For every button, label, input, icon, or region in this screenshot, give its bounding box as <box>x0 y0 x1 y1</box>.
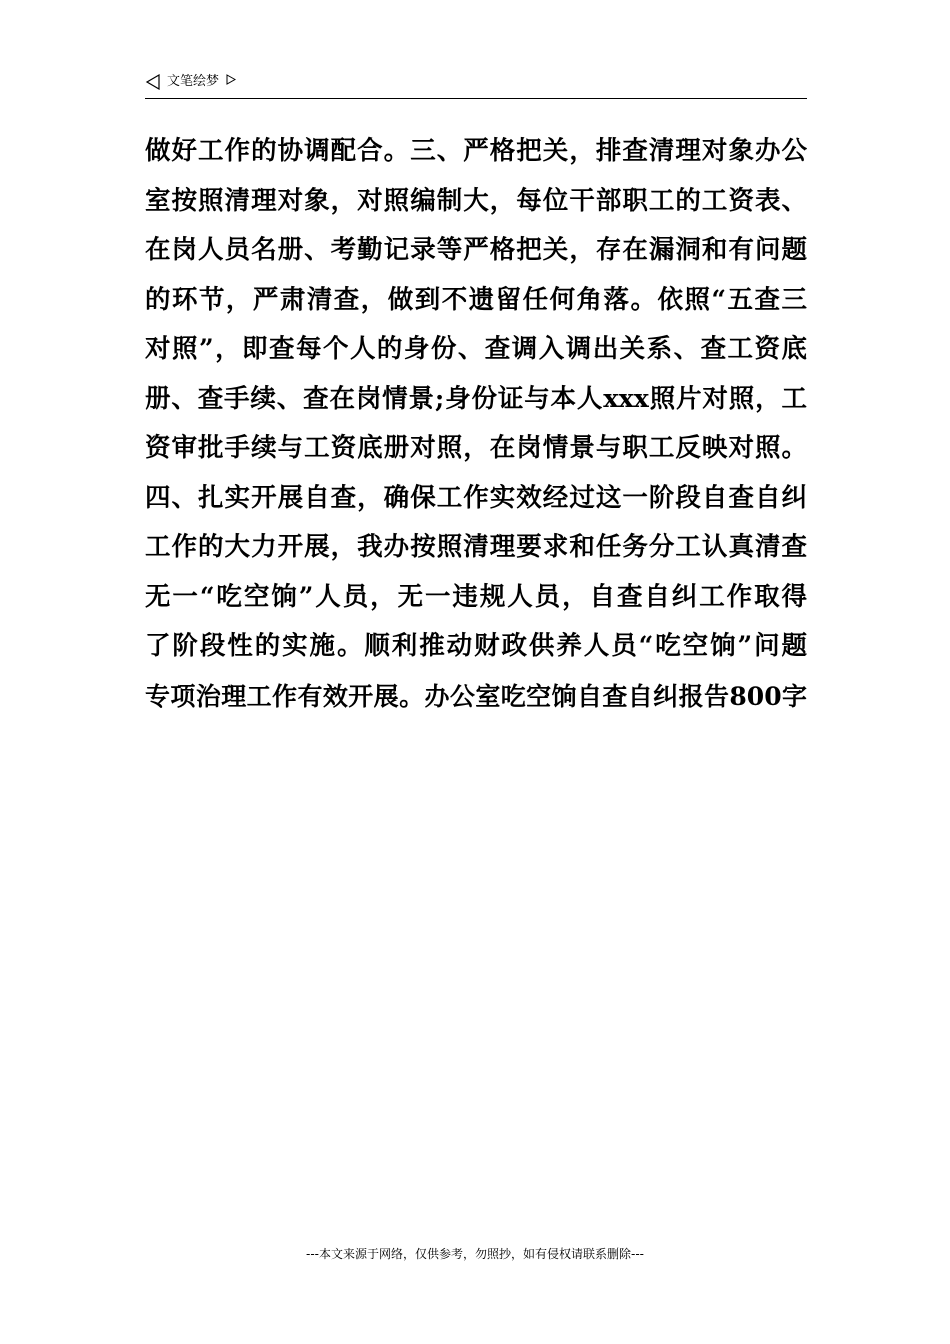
document-body <box>145 127 807 721</box>
body-line: 四、扎实开展自查，确保工作实效经过这一阶段自查自纠 <box>145 482 807 513</box>
page-header <box>145 72 807 99</box>
triangle-right-outline-icon <box>226 74 236 85</box>
body-line: 的环节，严肃清查，做到不遗留任何角落。依照“五查三 <box>145 284 807 315</box>
body-line: 在岗人员名册、考勤记录等严格把关，存在漏洞和有问题 <box>145 235 807 265</box>
footer-disclaimer: ---本文来源于网络，仅供参考，勿照抄，如有侵权请联系删除--- <box>306 1247 644 1261</box>
body-line: 室按照清理对象，对照编制大，每位干部职工的工资表、 <box>145 185 807 216</box>
body-line: 资审批手续与工资底册对照，在岗情景与职工反映对照。 <box>145 433 807 463</box>
body-line: 无一“吃空饷”人员，无一违规人员，自查自纠工作取得 <box>145 581 807 612</box>
triangle-left-outline-icon <box>145 74 161 90</box>
body-line: 册、查手续、查在岗情景;身份证与本人xxx照片对照，工 <box>145 383 807 414</box>
header-content <box>145 74 236 90</box>
body-line: 工作的大力开展，我办按照清理要求和任务分工认真清查 <box>145 532 807 562</box>
body-line: 专项治理工作有效开展。办公室吃空饷自查自纠报告800字 <box>145 681 807 711</box>
body-line: 了阶段性的实施。顺利推动财政供养人员“吃空饷”问题 <box>145 631 807 661</box>
body-line: 做好工作的协调配合。三、严格把关，排查清理对象办公 <box>145 136 807 166</box>
header-title: 文笔绘梦 <box>167 74 220 89</box>
body-line: 对照”，即查每个人的身份、查调入调出关系、查工资底 <box>145 334 807 364</box>
